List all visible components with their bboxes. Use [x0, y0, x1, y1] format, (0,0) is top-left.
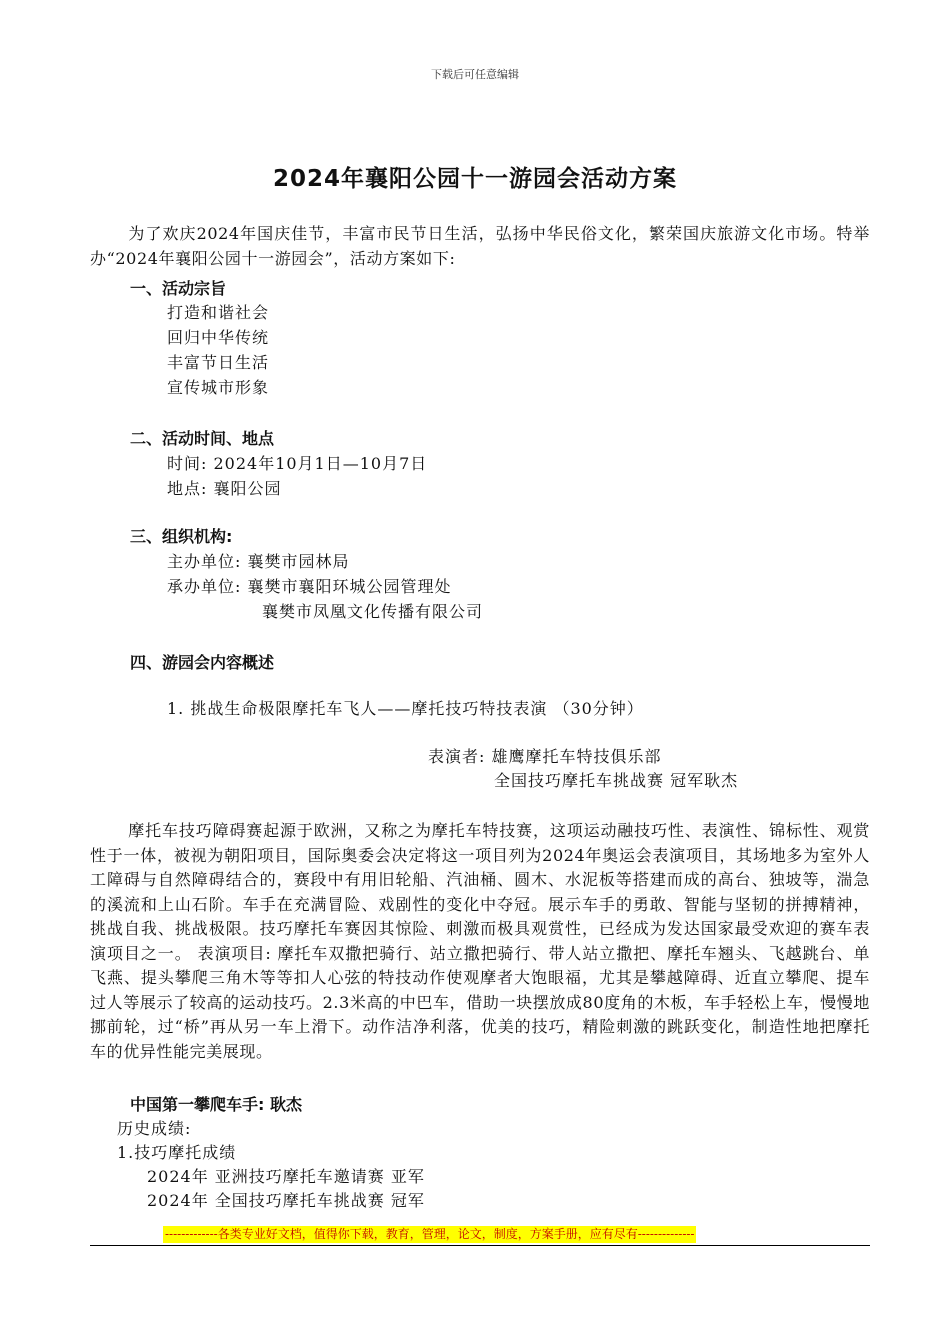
header-note: 下载后可任意编辑	[431, 68, 519, 81]
description-paragraph	[90, 819, 870, 1064]
description-text: 摩托车技巧障碍赛起源于欧洲，又称之为摩托车特技赛，这项运动融技巧性、表演性、锦标性、观赏性于一体，被视为朝阳项目，国际奥委会决定将这一项目列为2024年奥运会表演项目，其场地多为室外人工障碍与自然障碍结合的，赛段中有用旧轮船、汽油桶、圆木、水泥板等搭建而成的高台、独坡等，湍急的溪流和上山石阶。车手在充满冒险、戏剧性的变化中夺冠。展示车手的勇敢、智能与坚韧的拼搏精神，挑战自我、挑战极限。技巧摩托车赛因其惊险、刺激而极具观赏性，已经成为发达国家最受欢迎的赛车表演项目之一。 表演项目: 摩托车双撒把骑行、站立撒把骑行、带人站立撒把、摩托车翘头、飞越跳台、单飞燕、提头攀爬三角木等等扣人心弦的特技动作使观摩者大饱眼福，尤其是攀越障碍、近直立攀爬、提车过人等展示了较高的运动技巧。2.3米高的中巴车，借助一块摆放成80度角的木板，车手轻松上车，慢慢地挪前轮，过“桥”再从另一车上滑下。动作洁净利落，优美的技巧，精险刺激的跳跃变化，制造性地把摩托车的优异性能完美展现。	[90, 821, 870, 1061]
host-organization: 主办单位: 襄樊市园林局	[167, 552, 350, 571]
result-item: 2024年 亚洲技巧摩托车邀请赛 亚军	[147, 1167, 425, 1186]
purpose-item: 宣传城市形象	[167, 378, 270, 397]
history-label: 历史成绩:	[117, 1119, 192, 1138]
intro-paragraph	[90, 222, 870, 271]
purpose-item: 回归中华传统	[167, 328, 270, 347]
section1-heading: 一、活动宗旨	[130, 279, 227, 298]
program-item: 1. 挑战生命极限摩托车飞人——摩托技巧特技表演 （30分钟）	[167, 699, 644, 718]
result-item: 2024年 全国技巧摩托车挑战赛 冠军	[147, 1191, 425, 1210]
performer-line: 全国技巧摩托车挑战赛 冠军耿杰	[494, 771, 739, 790]
purpose-item: 打造和谐社会	[167, 303, 270, 322]
organizer-line: 承办单位: 襄樊市襄阳环城公园管理处	[167, 577, 452, 596]
event-place: 地点: 襄阳公园	[167, 479, 282, 498]
footer-banner: -------------各类专业好文档，值得你下载，教育，管理，论文，制度，方案手册，应有尽有--------------	[165, 1227, 695, 1241]
purpose-item: 丰富节日生活	[167, 353, 270, 372]
intro-text: 为了欢庆2024年国庆佳节，丰富市民节日生活，弘扬中华民俗文化，繁荣国庆旅游文化市场。特举办“2024年襄阳公园十一游园会”，活动方案如下:	[90, 224, 870, 268]
event-time: 时间: 2024年10月1日—10月7日	[167, 454, 428, 473]
section3-heading: 三、组织机构:	[130, 527, 233, 546]
footer-divider	[90, 1245, 870, 1246]
climber-heading: 中国第一攀爬车手: 耿杰	[130, 1095, 302, 1114]
document-title: 2024年襄阳公园十一游园会活动方案	[272, 166, 677, 192]
performer-line: 表演者: 雄鹰摩托车特技俱乐部	[428, 747, 662, 766]
section4-heading: 四、游园会内容概述	[130, 653, 275, 672]
organizer-line: 襄樊市凤凰文化传播有限公司	[262, 602, 484, 621]
result-category: 1.技巧摩托成绩	[117, 1143, 237, 1162]
section2-heading: 二、活动时间、地点	[130, 429, 275, 448]
